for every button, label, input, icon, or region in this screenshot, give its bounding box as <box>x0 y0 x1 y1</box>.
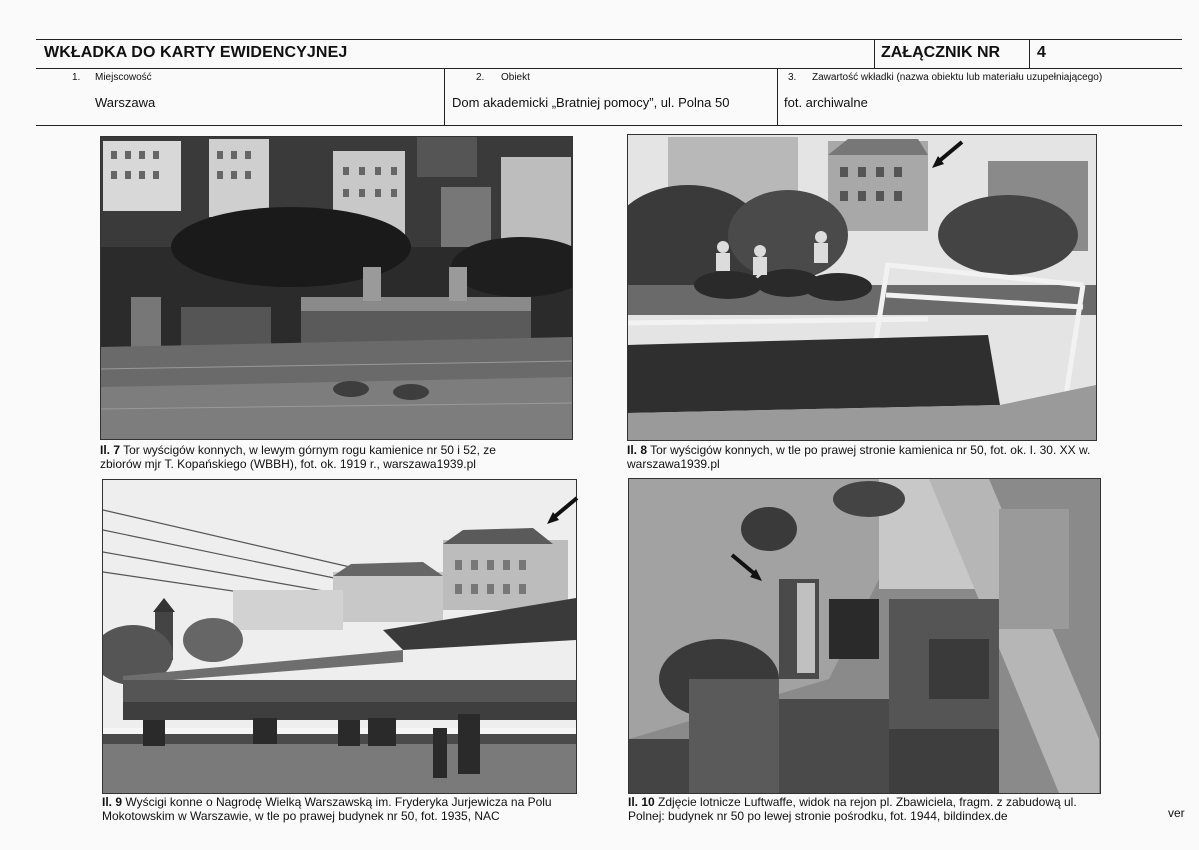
field-2-value: Dom akademicki „Bratniej pomocy”, ul. Polna 50 <box>452 95 730 110</box>
field-1-value: Warszawa <box>95 95 156 110</box>
field-3-value: fot. archiwalne <box>784 95 868 110</box>
figure-7-number: Il. 7 <box>100 443 121 457</box>
caption-figure-9 <box>102 795 572 823</box>
caption-figure-8 <box>627 443 1097 471</box>
header-top-rule <box>36 39 1182 40</box>
page-corner-text: ver <box>1168 806 1185 820</box>
photo-luftwaffe-aerial-1944 <box>628 478 1101 794</box>
field-3-label: Zawartość wkładki (nazwa obiektu lub materiału uzupełniającego) <box>812 72 1103 83</box>
figure-8-text: Tor wyścigów konnych, w tle po prawej stronie kamienica nr 50, fot. ok. I. 30. XX w. warszawa1939.pl <box>627 443 1091 471</box>
photo-steeplechase-1930s <box>627 134 1097 441</box>
arrow-pointer-icon <box>930 140 964 175</box>
header-bottom-rule <box>36 125 1182 126</box>
header-divider-2 <box>1029 39 1030 68</box>
arrow-pointer-icon <box>545 496 579 531</box>
figure-9-number: Il. 9 <box>102 795 123 809</box>
attachment-label: ZAŁĄCZNIK NR <box>881 44 1001 61</box>
page-title: WKŁADKA DO KARTY EWIDENCYJNEJ <box>44 44 348 61</box>
photo-grand-prize-race-1935 <box>102 479 577 794</box>
field-2-label: Obiekt <box>501 72 530 83</box>
field-1-label: Miejscowość <box>95 72 152 83</box>
figure-10-text: Zdjęcie lotnicze Luftwaffe, widok na rejon pl. Zbawiciela, fragm. z zabudową ul. Polnej: budynek nr 50 po lewej stronie pośrodku, fot. 1944, bildindex.de <box>628 795 1077 823</box>
figure-8-number: Il. 8 <box>627 443 648 457</box>
header-divider-1 <box>874 39 875 68</box>
figure-7-text: Tor wyścigów konnych, w lewym górnym rogu kamienice nr 50 i 52, ze zbiorów mjr T. Kopańskiego (WBBH), fot. ok. 1919 r., warszawa1939.pl <box>100 443 496 471</box>
figure-9-text: Wyścigi konne o Nagrodę Wielką Warszawską im. Fryderyka Jurjewicza na Polu Mokotowskim w Warszawie, w tle po prawej budynek nr 50, fot. 1935, NAC <box>102 795 552 823</box>
field-divider-1 <box>444 68 445 125</box>
arrow-pointer-icon <box>730 553 764 588</box>
field-2-number: 2. <box>476 72 485 83</box>
photo-racecourse-aerial-1919 <box>100 136 573 440</box>
caption-figure-7 <box>100 443 540 471</box>
header-mid-rule <box>36 68 1182 69</box>
caption-figure-10 <box>628 795 1098 823</box>
field-1-number: 1. <box>72 72 81 83</box>
field-divider-2 <box>777 68 778 125</box>
attachment-number: 4 <box>1037 44 1046 61</box>
figure-10-number: Il. 10 <box>628 795 655 809</box>
field-3-number: 3. <box>788 72 797 83</box>
